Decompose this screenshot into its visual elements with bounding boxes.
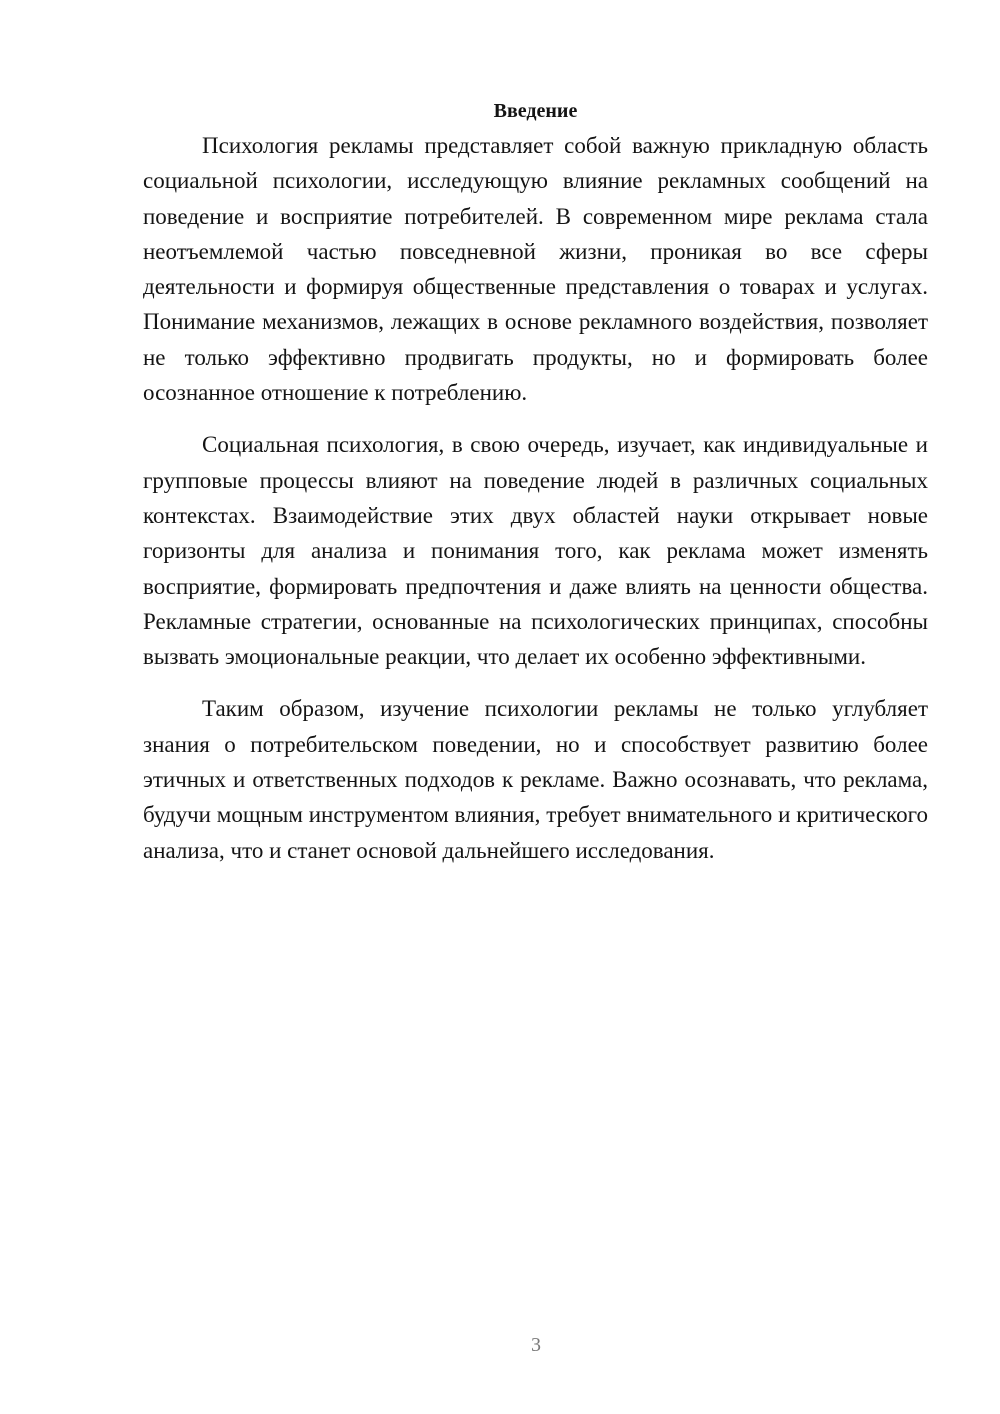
page-content: [143, 94, 928, 868]
paragraph-1: Психология рекламы представляет собой важную прикладную область социальной психологии, исследующую влияние рекламных сообщений на поведение и восприятие потребителей. В современном мире реклама стала неотъемлемой частью повседневной жизни, проникая во все сферы деятельности и формируя общественные представления о товарах и услугах. Понимание механизмов, лежащих в основе рекламного воздействия, позволяет не только эффективно продвигать продукты, но и формировать более осознанное отношение к потреблению.: [143, 133, 928, 406]
section-heading: Введение: [493, 100, 578, 122]
page-number: 3: [531, 1334, 541, 1356]
paragraph-3: Таким образом, изучение психологии рекламы не только углубляет знания о потребительском поведении, но и способствует развитию более этичных и ответственных подходов к рекламе. Важно осознавать, что реклама, будучи мощным инструментом влияния, требует внимательного и критического анализа, что и станет основой дальнейшего исследования.: [143, 696, 928, 863]
paragraph-2: Социальная психология, в свою очередь, изучает, как индивидуальные и групповые процессы влияют на поведение людей в различных социальных контекстах. Взаимодействие этих двух областей науки открывает новые горизонты для анализа и понимания того, как реклама может изменять восприятие, формировать предпочтения и даже влиять на ценности общества. Рекламные стратегии, основанные на психологических принципах, способны вызвать эмоциональные реакции, что делает их особенно эффективными.: [143, 432, 928, 670]
